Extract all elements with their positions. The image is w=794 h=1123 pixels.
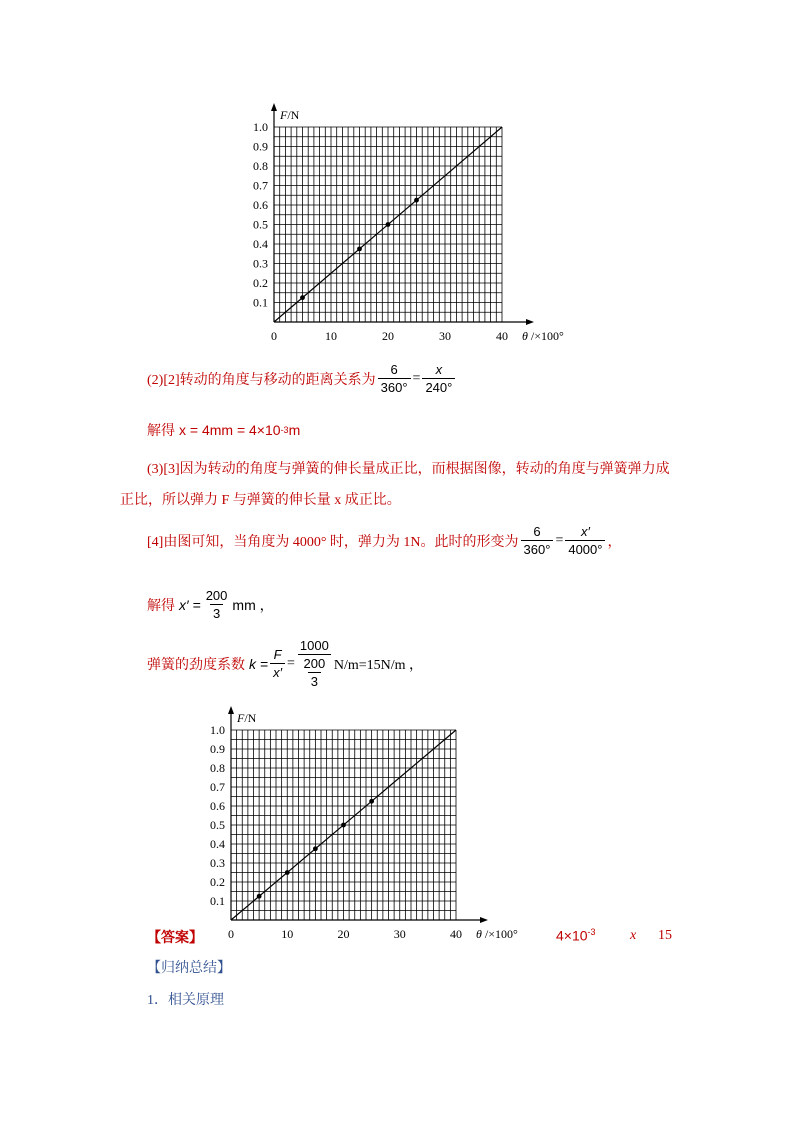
y-axis-arrow	[228, 706, 234, 714]
x-axis-label: θ /×100°	[476, 927, 518, 941]
frac-den: 4000°	[565, 540, 605, 557]
line2-expr: x = 4mm = 4×10	[179, 422, 281, 438]
y-tick-label: 0.4	[210, 837, 225, 851]
data-point	[369, 799, 374, 804]
y-tick-label: 1.0	[210, 723, 225, 737]
line5-prefix: [4]由图可知，当角度为 4000° 时，弹力为 1N。此时的形变为	[147, 534, 519, 550]
data-point	[386, 222, 391, 227]
y-tick-label: 0.1	[210, 894, 225, 908]
answer-1-base: 4×10	[556, 927, 588, 944]
fraction-1000-over-200-3	[297, 638, 332, 689]
frac-num: 200	[205, 588, 228, 603]
answer-1	[556, 927, 596, 944]
summary-item: 1．相关原理	[147, 993, 224, 1008]
y-tick-label: 0.2	[210, 875, 225, 889]
x-axis-arrow	[526, 319, 534, 325]
data-point	[414, 198, 419, 203]
y-tick-label: 0.2	[253, 276, 268, 290]
line1-prefix: (2)[2]转动的角度与移动的距离关系为	[147, 372, 376, 388]
x-axis-label: θ /×100°	[522, 329, 564, 343]
y-tick-label: 0.7	[210, 780, 225, 794]
text-line-3: (3)[3]因为转动的角度与弹簧的伸长量成正比，而根据图像，转动的角度与弹簧弹力成	[147, 462, 670, 477]
line2-prefix: 解得	[147, 424, 175, 439]
y-tick-label: 0.3	[253, 256, 268, 271]
text-line-7	[147, 638, 423, 689]
y-tick-label: 0.4	[253, 237, 268, 251]
y-tick-label: 0.5	[253, 217, 268, 232]
data-point	[257, 894, 262, 899]
line7-var: k =	[249, 655, 269, 672]
text-line-5	[147, 524, 621, 557]
fraction-6-360	[378, 362, 411, 395]
fraction-200-3	[203, 588, 231, 621]
frac-den: 360°	[521, 540, 554, 557]
frac-num: F	[273, 647, 282, 662]
x-axis-arrow	[480, 917, 488, 923]
y-axis-arrow	[271, 103, 277, 111]
x-tick-label: 10	[325, 329, 337, 343]
frac-num: x	[435, 362, 443, 377]
frac-den: 3	[210, 604, 223, 621]
frac-den: x′	[270, 663, 285, 680]
y-tick-label: 0.8	[253, 159, 268, 173]
frac-den-compound	[298, 654, 332, 689]
x-tick-label: 30	[393, 927, 406, 941]
x-tick-label: 30	[439, 329, 451, 343]
text-line-6	[147, 588, 274, 621]
y-tick-label: 0.6	[253, 198, 268, 212]
frac-num: x′	[580, 524, 590, 539]
x-tick-label: 20	[382, 329, 394, 343]
data-point	[357, 246, 362, 251]
fraction-x-240	[422, 362, 455, 395]
line6-suffix: mm ，	[232, 596, 274, 613]
line6-var: x′ =	[179, 596, 201, 613]
y-axis-label: F/N	[237, 711, 257, 725]
line2-unit: m	[288, 422, 301, 438]
frac-num: 6	[533, 524, 541, 539]
chart-1	[230, 95, 590, 345]
x-tick-label: 0	[228, 927, 234, 941]
x-tick-label: 10	[281, 927, 294, 941]
fraction-F-x	[270, 647, 285, 680]
inner-num: 200	[303, 656, 326, 671]
y-tick-label: 0.9	[253, 139, 268, 154]
x-tick-label: 40	[450, 927, 462, 941]
answer-label: 【答案】	[147, 931, 203, 946]
x-tick-label: 40	[496, 329, 508, 343]
text-line-1	[147, 362, 457, 395]
y-tick-label: 0.3	[210, 856, 225, 870]
line2-exp: -3	[280, 425, 289, 435]
y-axis-label: F/N	[280, 108, 300, 122]
answer-2: x	[630, 928, 637, 943]
equals-sign: =	[287, 655, 295, 671]
data-point	[313, 846, 318, 851]
data-point	[300, 295, 305, 300]
x-tick-label: 20	[337, 927, 350, 941]
fraction-6-360-b	[521, 524, 554, 557]
line6-prefix: 解得	[147, 598, 175, 614]
fraction-x-4000	[565, 524, 605, 557]
answer-1-exp: -3	[587, 927, 596, 937]
y-tick-label: 0.1	[253, 295, 268, 310]
y-tick-label: 0.5	[210, 818, 225, 832]
equals-sign: =	[412, 370, 421, 386]
summary-label: 【归纳总结】	[147, 961, 231, 976]
line7-prefix: 弹簧的劲度系数	[147, 657, 245, 673]
frac-den: 360°	[378, 378, 411, 395]
frac-num: 6	[390, 362, 398, 377]
frac-den: 240°	[422, 378, 455, 395]
data-point	[285, 870, 290, 875]
chart-2	[190, 700, 518, 950]
y-tick-label: 0.8	[210, 761, 225, 775]
y-tick-label: 1.0	[253, 120, 268, 134]
data-point	[341, 823, 346, 828]
line7-suffix: N/m=15N/m ，	[333, 657, 424, 673]
text-line-2	[147, 420, 300, 440]
frac-num: 1000	[299, 638, 329, 653]
inner-den: 3	[308, 672, 321, 689]
y-tick-label: 0.7	[253, 178, 268, 193]
x-tick-label: 0	[271, 329, 277, 343]
line5-suffix: ，	[607, 534, 622, 550]
y-tick-label: 0.6	[210, 799, 225, 813]
y-tick-label: 0.9	[210, 742, 225, 756]
answer-3: 15	[658, 928, 672, 943]
text-line-4: 正比，所以弹力 F 与弹簧的伸长量 x 成正比。	[120, 493, 401, 508]
equals-sign: =	[555, 532, 564, 548]
